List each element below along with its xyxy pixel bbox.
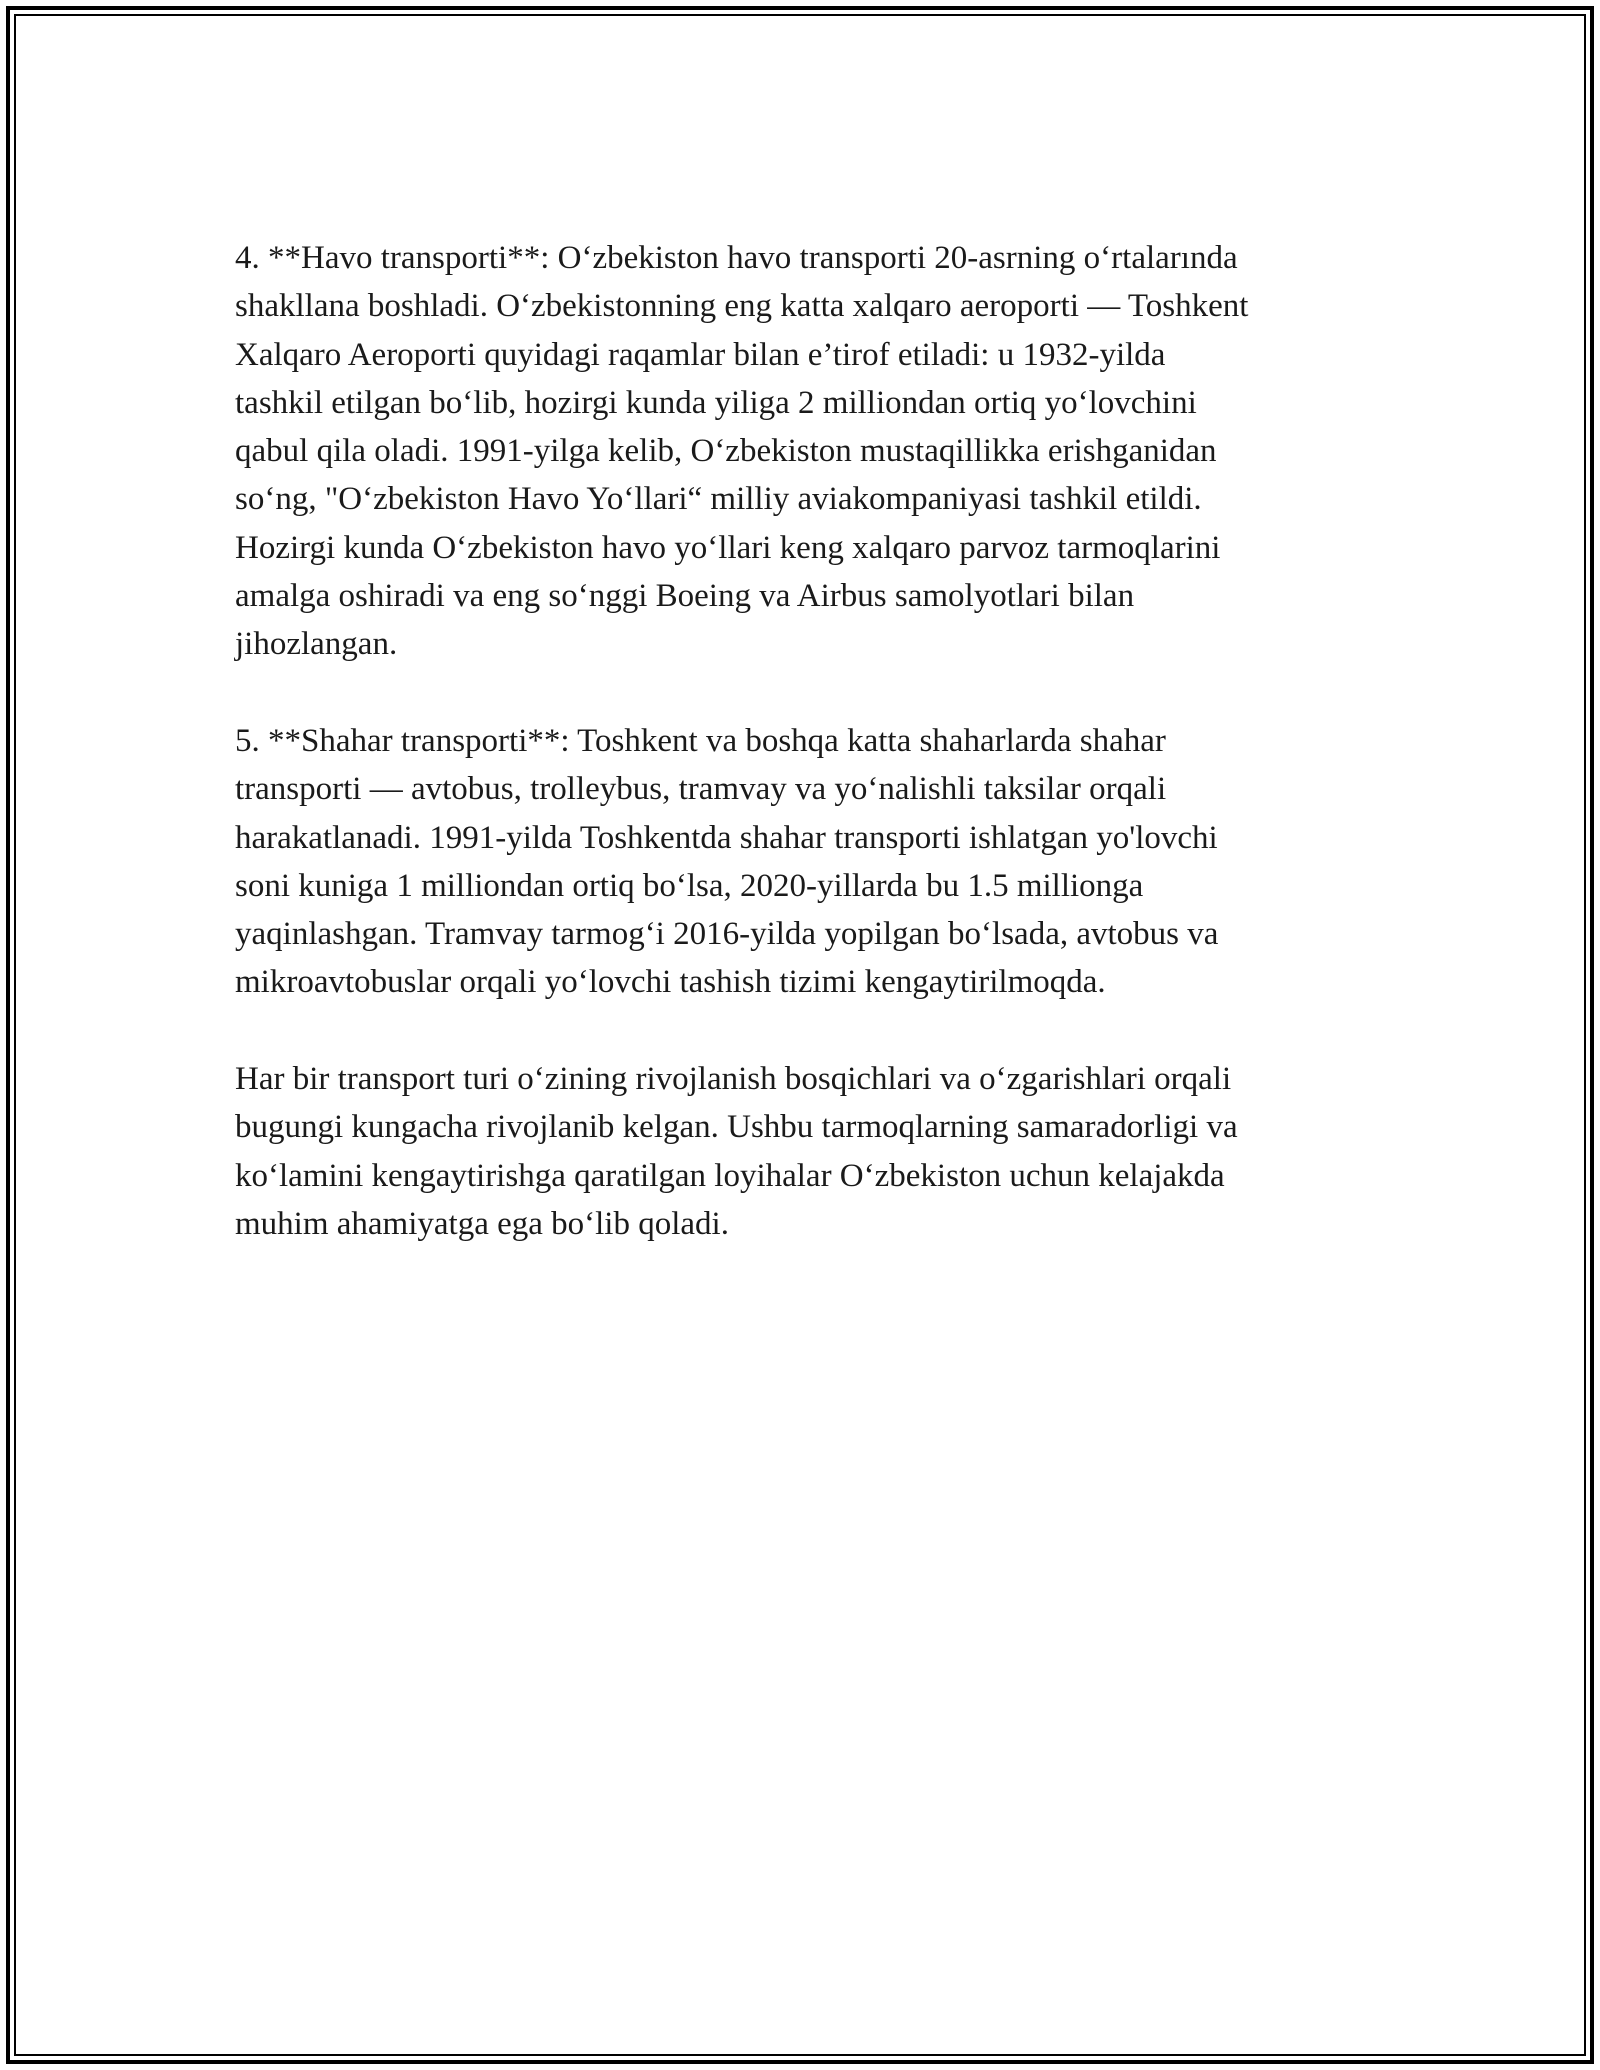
paragraph-air-transport: 4. **Havo transporti**: O‘zbekiston havo transporti 20-asrning o‘rtalarında shakllana boshladi. O‘zbekistonning eng katta xalqaro aeroporti — Toshkent Xalqaro Aeroporti quyidagi raqamlar bilan e’tirof etiladi: u 1932-yilda tashkil etilgan bo‘lib, hozirgi kunda yiliga 2 milliondan ortiq yo‘lovchini qabul qila oladi. 1991-yilga kelib, O‘zbekiston mustaqillikka erishganidan so‘ng, "O‘zbekiston Havo Yo‘llari“ milliy aviakompaniyasi tashkil etildi. Hozirgi kunda O‘zbekiston havo yo‘llari keng xalqaro parvoz tarmoqlarini amalga oshiradi va eng so‘nggi Boeing va Airbus samolyotlari bilan jihozlangan. xyxy=(235,240,1249,663)
document-body xyxy=(235,234,1395,1297)
paragraph-city-transport: 5. **Shahar transporti**: Toshkent va boshqa katta shaharlarda shahar transporti — avtobus, trolleybus, tramvay va yo‘nalishli taksilar orqali harakatlanadi. 1991-yilda Toshkentda shahar transporti ishlatgan yo'lovchi soni kuniga 1 milliondan ortiq bo‘lsa, 2020-yillarda bu 1.5 millionga yaqinlashgan. Tramvay tarmog‘i 2016-yilda yopilgan bo‘lsada, avtobus va mikroavtobuslar orqali yo‘lovchi tashish tizimi kengaytirilmoqda. xyxy=(235,722,1219,1001)
paragraph-conclusion: Har bir transport turi o‘zining rivojlanish bosqichlari va o‘zgarishlari orqali bugungi kungacha rivojlanib kelgan. Ushbu tarmoqlarning samaradorligi va ko‘lamini kengaytirishga qaratilgan loyihalar O‘zbekiston uchun kelajakda muhim ahamiyatga ega bo‘lib qoladi. xyxy=(235,1061,1238,1242)
